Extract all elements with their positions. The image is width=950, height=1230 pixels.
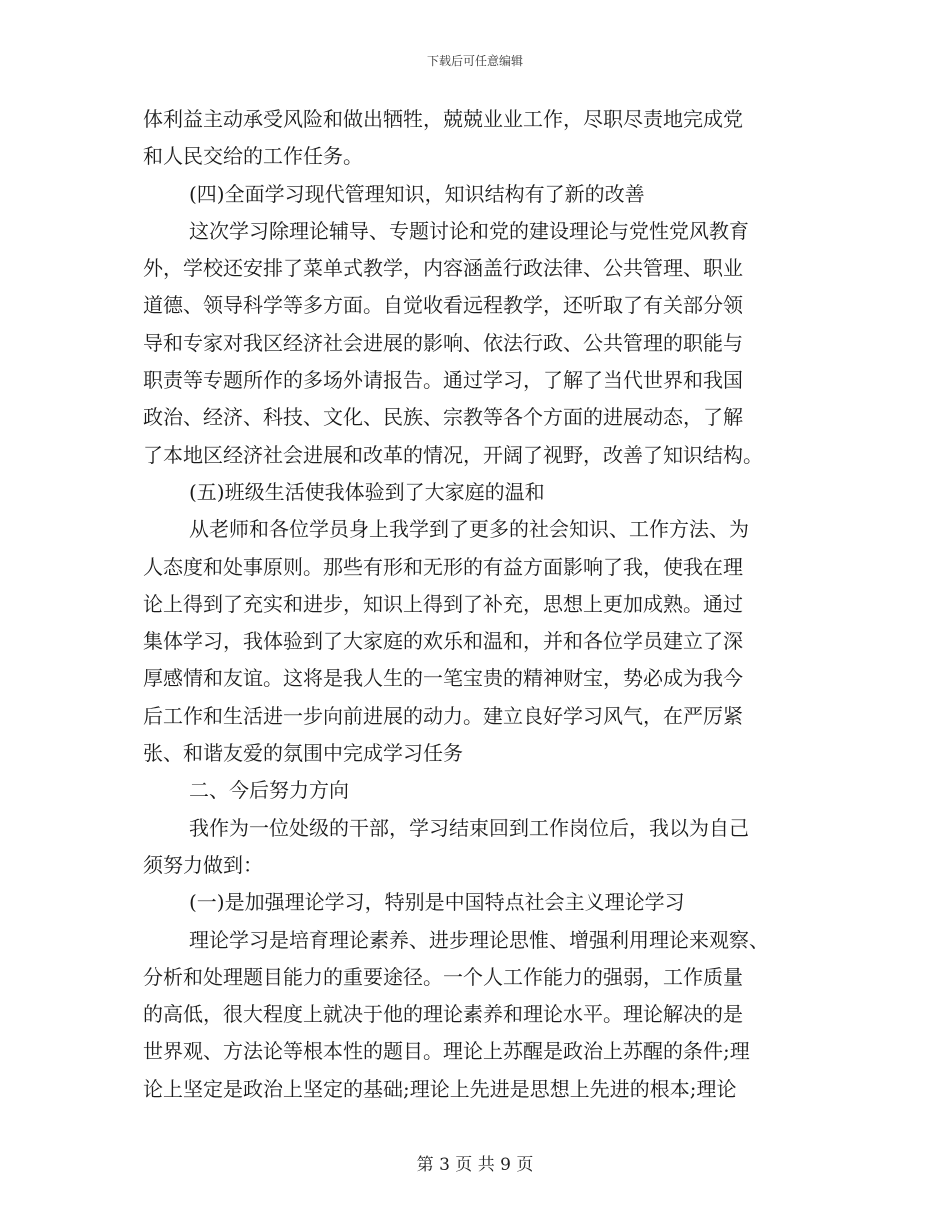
- text-line: 和人民交给的工作任务。: [143, 144, 363, 169]
- text-line: 了本地区经济社会进展和改革的情况，开阔了视野，改善了知识结构。: [143, 442, 763, 467]
- text-line: 理论学习是培育理论素养、进步理论思惟、增强利用理论来观察、: [189, 927, 769, 952]
- text-line: 论上坚定是政治上坚定的基础;理论上先进是思想上先进的根本;理论: [143, 1076, 737, 1101]
- text-line: 分析和处理题目能力的重要途径。一个人工作能力的强弱，工作质量: [143, 964, 743, 989]
- text-line: 职责等专题所作的多场外请报告。通过学习，了解了当代世界和我国: [143, 368, 743, 393]
- text-line: 论上得到了充实和进步，知识上得到了补充，思想上更加成熟。通过: [143, 591, 743, 616]
- text-line: 世界观、方法论等根本性的题目。理论上苏醒是政治上苏醒的条件;理: [143, 1039, 750, 1064]
- text-line: 我作为一位处级的干部，学习结束回到工作岗位后，我以为自己: [189, 815, 749, 840]
- text-line: 道德、领导科学等多方面。自觉收看远程教学，还听取了有关部分领: [143, 293, 743, 318]
- text-line: 张、和谐友爱的氛围中完成学习任务: [143, 741, 463, 766]
- text-line: 从老师和各位学员身上我学到了更多的社会知识、工作方法、为: [189, 517, 749, 542]
- section-heading: (五)班级生活使我体验到了大家庭的温和: [189, 479, 545, 504]
- text-line: 后工作和生活进一步向前进展的动力。建立良好学习风气，在严厉紧: [143, 703, 743, 728]
- page-number: 第 3 页 共 9 页: [416, 1155, 534, 1175]
- text-line: 的高低，很大程度上就决于他的理论素养和理论水平。理论解决的是: [143, 1002, 743, 1027]
- text-line: 须努力做到：: [143, 852, 263, 877]
- text-line: 导和专家对我区经济社会进展的影响、依法行政、公共管理的职能与: [143, 330, 743, 355]
- text-line: 这次学习除理论辅导、专题讨论和党的建设理论与党性党风教育: [189, 218, 749, 243]
- text-line: 人态度和处事原则。那些有形和无形的有益方面影响了我，使我在理: [143, 554, 743, 579]
- text-line: 厚感情和友谊。这将是我人生的一笔宝贵的精神财宝，势必成为我今: [143, 666, 743, 691]
- text-line: 集体学习，我体验到了大家庭的欢乐和温和，并和各位学员建立了深: [143, 629, 743, 654]
- text-line: 体利益主动承受风险和做出牺牲，兢兢业业工作，尽职尽责地完成党: [143, 107, 743, 131]
- text-line: 政治、经济、科技、文化、民族、宗教等各个方面的进展动态，了解: [143, 405, 743, 430]
- section-heading: 二、今后努力方向: [189, 778, 349, 803]
- page-header-note: 下载后可任意编辑: [426, 54, 523, 68]
- section-heading: (一)是加强理论学习，特别是中国特点社会主义理论学习: [189, 890, 685, 915]
- text-line: 外，学校还安排了菜单式教学，内容涵盖行政法律、公共管理、职业: [143, 256, 743, 281]
- document-body: [143, 101, 811, 1108]
- section-heading: (四)全面学习现代管理知识，知识结构有了新的改善: [189, 181, 645, 206]
